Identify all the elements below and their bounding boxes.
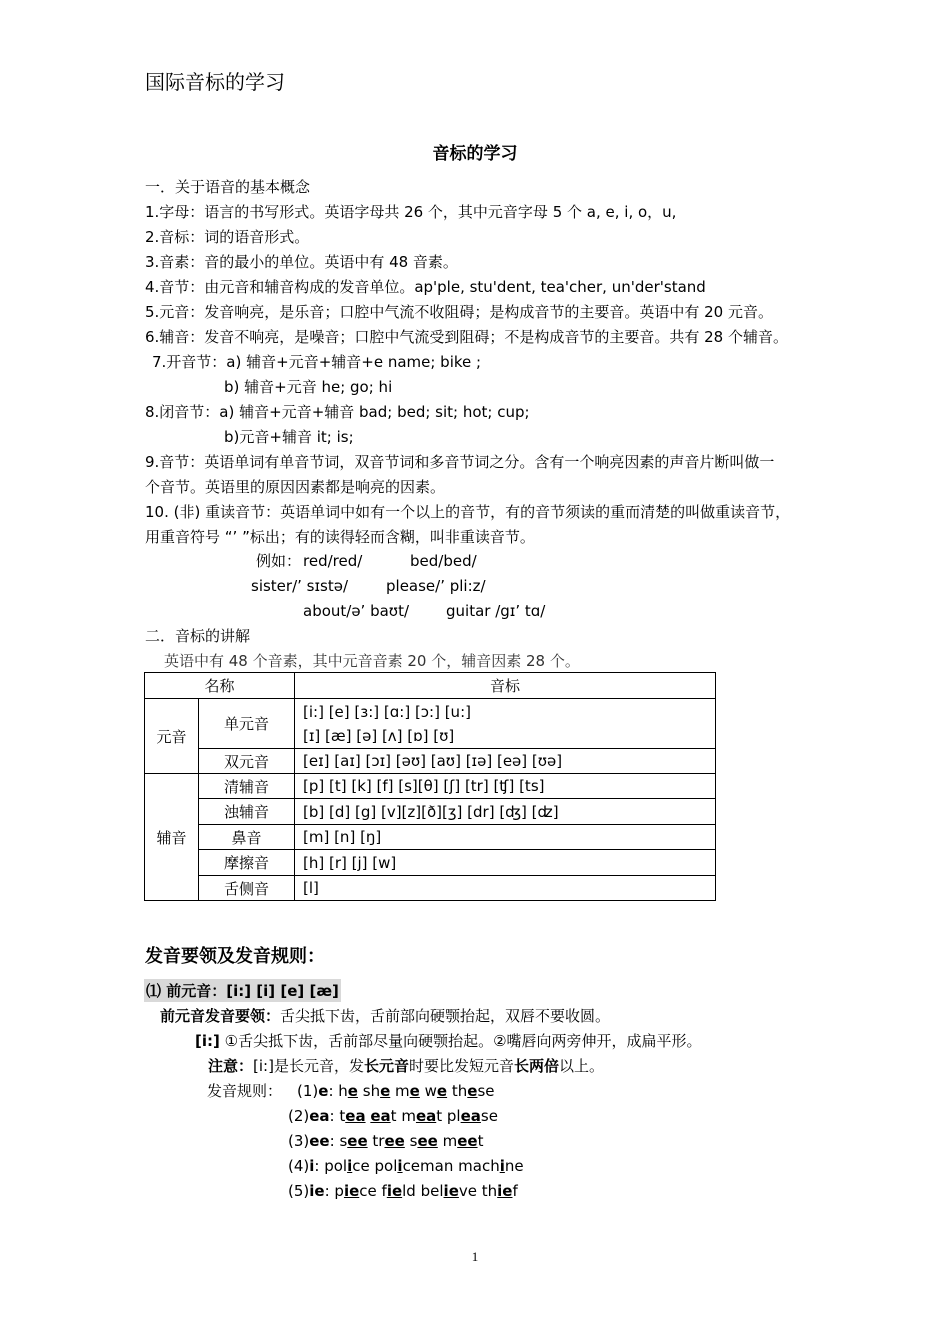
row-symbols: [m] [n] [ŋ]: [295, 825, 716, 850]
concept-line: 2.音标：词的语音形式。: [145, 228, 310, 246]
rule-key: ie: [309, 1182, 325, 1200]
row-symbols: [295, 699, 716, 749]
concept-line: b) 辅音+元音 he; go; hi: [224, 378, 393, 396]
note-text: 以上。: [559, 1057, 605, 1075]
essentials-text: 舌尖抵下齿，舌前部向硬颚抬起，双唇不要收圆。: [280, 1007, 611, 1025]
row-symbols: [l]: [295, 876, 716, 901]
vowel-group-label: 元音: [145, 699, 199, 774]
concept-line: b)元音+辅音 it; is;: [224, 428, 354, 446]
example-word: bed/bed/: [410, 552, 477, 570]
pronunciation-heading: 发音要领及发音规则：: [145, 946, 325, 967]
note-text: 时要比发短元音: [408, 1057, 514, 1075]
rule-number: (4): [288, 1157, 310, 1175]
rule-example-word: please: [446, 1107, 498, 1125]
example-label: 例如：: [256, 552, 302, 570]
rule-example-word: see: [339, 1132, 368, 1150]
rule-number: (1): [297, 1082, 319, 1100]
row-name: 双元音: [199, 749, 295, 774]
concept-line: 3.音素：音的最小的单位。英语中有 48 音素。: [145, 253, 458, 271]
part1-heading: 一．关于语音的基本概念: [145, 178, 311, 196]
rule-line: (5)ie: piece field believe thief: [288, 1182, 518, 1200]
concept-line: 用重音符号 “’ ”标出；有的读得轻而含糊，叫非重读音节。: [145, 528, 535, 546]
row-name: 鼻音: [199, 825, 295, 850]
rule-example-word: police: [324, 1157, 370, 1175]
rules-label: 发音规则：: [207, 1082, 283, 1100]
rule-example-word: he: [338, 1082, 358, 1100]
row-name: 浊辅音: [199, 799, 295, 825]
row-symbols: [h] [r] [j] [w]: [295, 850, 716, 876]
rule-line: (1)e: he she me we these: [297, 1082, 495, 1100]
front-vowel-heading: ⑴ 前元音：[i:] [i] [e] [æ]: [144, 979, 341, 1002]
note-emphasis: 长元音: [363, 1057, 409, 1075]
page-number: 1: [471, 1249, 479, 1264]
rule-example-word: machine: [458, 1157, 524, 1175]
rule-example-word: meet: [442, 1132, 484, 1150]
document-title: 国际音标的学习: [145, 70, 285, 94]
section-title: 音标的学习: [432, 144, 518, 164]
rule-number: (2): [288, 1107, 310, 1125]
note-line: [208, 1056, 604, 1076]
row-symbols: [b] [d] [g] [v][z][ð][ʒ] [dr] [ʤ] [ʣ]: [295, 799, 716, 825]
rule-example-word: me: [395, 1082, 420, 1100]
rule-example-word: eat: [370, 1107, 397, 1125]
consonant-group-label: 辅音: [145, 774, 199, 901]
rule-example-word: meat: [401, 1107, 443, 1125]
concept-line: 个音节。英语里的原因因素都是响亮的因素。: [145, 478, 446, 496]
rule-number: (3): [288, 1132, 310, 1150]
row-symbols: [eɪ] [aɪ] [ɔɪ] [əʊ] [aʊ] [ɪə] [eə] [ʊə]: [295, 749, 716, 774]
i-long-text: ①舌尖抵下齿，舌前部尽量向硬颚抬起。②嘴唇向两旁伸开，成扁平形。: [219, 1032, 702, 1050]
rule-example-word: tree: [372, 1132, 405, 1150]
note-text: [i:]是长元音，发: [253, 1057, 364, 1075]
example-word: about/ə’ baʊt/: [303, 602, 410, 620]
row-symbols: [p] [t] [k] [f] [s][θ] [ʃ] [tr] [ʧ] [ts]: [295, 774, 716, 799]
note-emphasis: 长两倍: [513, 1057, 559, 1075]
concept-line: 8.闭音节：a) 辅音+元音+辅音 bad; bed; sit; hot; cup;: [145, 403, 530, 421]
rule-key: e: [318, 1082, 329, 1100]
row-name: 舌侧音: [199, 876, 295, 901]
row-name: 摩擦音: [199, 850, 295, 876]
rule-example-word: field: [381, 1182, 416, 1200]
rule-example-word: these: [451, 1082, 495, 1100]
table-header-symbols: 音标: [295, 673, 716, 699]
concept-line: 5.元音：发音响亮，是乐音；口腔中气流不收阻碍；是构成音节的主要音。英语中有 20 元音。: [145, 303, 773, 321]
concept-line: 10. (非) 重读音节：英语单词中如有一个以上的音节，有的音节须读的重而清楚的叫做重读音节，: [145, 503, 791, 521]
rule-example-word: see: [409, 1132, 438, 1150]
rule-example-word: she: [362, 1082, 391, 1100]
rule-example-word: we: [424, 1082, 448, 1100]
concept-line: 9.音节：英语单词有单音节词，双音节词和多音节词之分。含有一个响亮因素的声音片断叫做一: [145, 453, 775, 471]
concept-line: 4.音节：由元音和辅音构成的发音单位。ap'ple, stu'dent, tea'cher, un'der'stand: [145, 278, 706, 296]
rule-line: (2)ea: tea eat meat please: [288, 1107, 498, 1125]
rule-line: (4)i: police policeman machine: [288, 1157, 524, 1175]
rule-example-word: thief: [481, 1182, 518, 1200]
rule-example-word: piece: [334, 1182, 377, 1200]
row-name: 单元音: [199, 699, 295, 749]
rule-example-word: believe: [420, 1182, 477, 1200]
rule-key: ee: [309, 1132, 330, 1150]
concept-line: 7.开音节：a) 辅音+元音+辅音+e name; bike ;: [152, 353, 482, 371]
example-word: please/’ pli:z/: [386, 577, 486, 595]
rule-example-word: tea: [339, 1107, 366, 1125]
part2-heading: 二．音标的讲解: [145, 627, 251, 645]
example-word: guitar /gɪ’ tɑ/: [446, 602, 546, 620]
essentials-label: 前元音发音要领：: [160, 1007, 281, 1025]
example-word: red/red/: [303, 552, 363, 570]
row-name: 清辅音: [199, 774, 295, 799]
rule-key: i: [309, 1157, 315, 1175]
note-label: 注意：: [208, 1057, 254, 1075]
rule-line: (3)ee: see tree see meet: [288, 1132, 484, 1150]
rule-key: ea: [309, 1107, 330, 1125]
rule-example-word: policeman: [374, 1157, 454, 1175]
part2-intro: 英语中有 48 个音素，其中元音音素 20 个，辅音因素 28 个。: [164, 652, 580, 670]
i-long-line: [195, 1031, 702, 1051]
essentials-line: [160, 1006, 610, 1026]
phonetic-table: [144, 672, 716, 901]
concept-line: 6.辅音：发音不响亮，是噪音；口腔中气流受到阻碍；不是构成音节的主要音。共有 28 个辅音。: [145, 328, 788, 346]
concept-line: 1.字母：语言的书写形式。英语字母共 26 个，其中元音字母 5 个 a, e, i, o，u,: [145, 203, 677, 221]
example-word: sister/’ sɪstə/: [251, 577, 349, 595]
symbols-line: [ɪ] [æ] [ə] [ʌ] [ɒ] [ʊ]: [303, 726, 455, 745]
rule-number: (5): [288, 1182, 310, 1200]
table-header-name: 名称: [145, 673, 295, 699]
i-long-label: [i:]: [195, 1032, 220, 1050]
symbols-line: [i:] [e] [ɜ:] [ɑ:] [ɔ:] [u:]: [303, 702, 471, 721]
